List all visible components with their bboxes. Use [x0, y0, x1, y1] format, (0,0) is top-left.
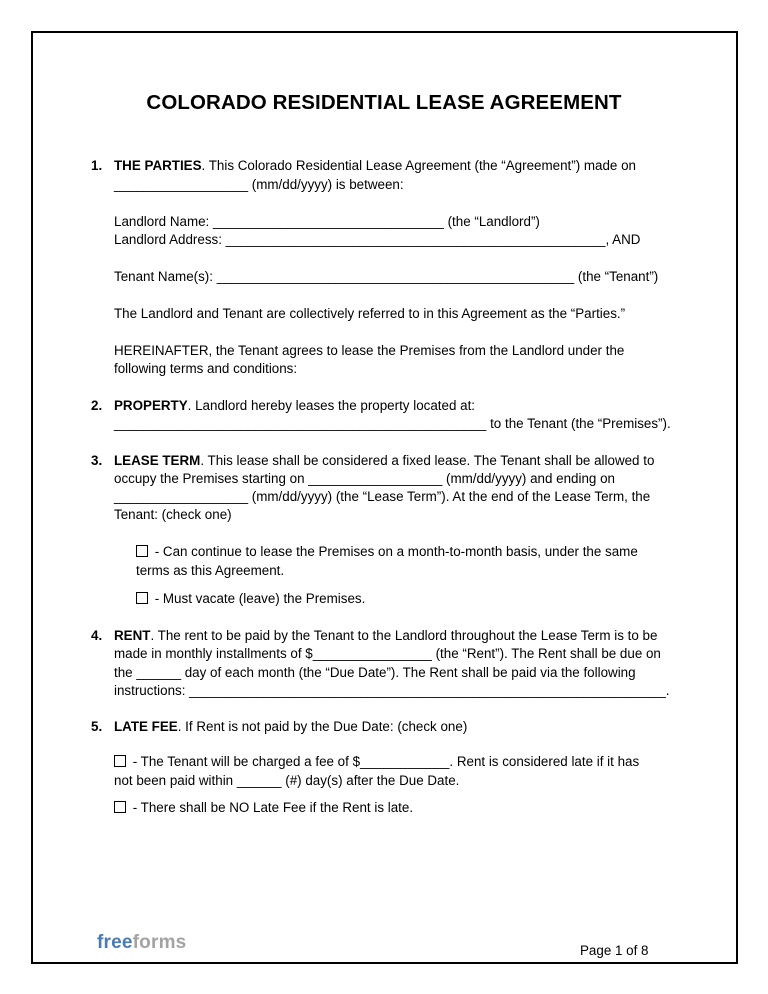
section-4-line-1 [114, 627, 657, 645]
logo-free-text: free [97, 932, 133, 953]
section-1-date-line[interactable]: __________________ (mm/dd/yyyy) is between: [114, 177, 404, 192]
option-month-to-month-text-2: terms as this Agreement. [136, 563, 285, 578]
checkbox-no-late-fee[interactable] [114, 801, 126, 813]
property-address-field[interactable]: __________________________________________________ to the Tenant (the “Premises”). [114, 416, 671, 431]
landlord-address-field[interactable]: Landlord Address: ___________________________________________________, AND [114, 232, 641, 247]
no-late-fee-text: - There shall be NO Late Fee if the Rent is late. [129, 800, 414, 815]
section-3-line-1 [114, 452, 654, 470]
section-3-text: . This lease shall be considered a fixed lease. The Tenant shall be allowed to [200, 453, 655, 468]
parties-collective-text: The Landlord and Tenant are collectively referred to in this Agreement as the “Parties.” [114, 306, 626, 321]
section-1-text: . This Colorado Residential Lease Agreement (the “Agreement”) made on [201, 158, 636, 173]
late-fee-option-charged [114, 753, 639, 771]
section-number-3: 3. [91, 453, 103, 468]
section-4-text: . The rent to be paid by the Tenant to the Landlord throughout the Lease Term is to be [150, 628, 658, 643]
section-2-heading: PROPERTY [114, 398, 188, 413]
option-vacate-text: - Must vacate (leave) the Premises. [151, 591, 366, 606]
section-number-4: 4. [91, 628, 103, 643]
section-4-heading: RENT [114, 628, 151, 643]
lease-start-date-field[interactable]: occupy the Premises starting on __________________ (mm/dd/yyyy) and ending on [114, 471, 615, 486]
document-title: COLORADO RESIDENTIAL LEASE AGREEMENT [146, 91, 622, 114]
rent-amount-field[interactable]: made in monthly installments of $________________ (the “Rent”). The Rent shall be due on [114, 646, 661, 661]
lease-option-vacate [136, 590, 365, 608]
rent-due-day-field[interactable]: the ______ day of each month (the “Due Date”). The Rent shall be paid via the following [114, 665, 636, 680]
late-fee-option-none [114, 799, 413, 817]
section-2-text: . Landlord hereby leases the property located at: [187, 398, 476, 413]
page-number: Page 1 of 8 [580, 943, 649, 958]
checkbox-late-fee-charged[interactable] [114, 755, 126, 767]
hereinafter-line-1: HEREINAFTER, the Tenant agrees to lease the Premises from the Landlord under the [114, 343, 625, 358]
section-number-1: 1. [91, 158, 103, 173]
section-3-check-one: Tenant: (check one) [114, 507, 232, 522]
section-1-line-1 [114, 157, 636, 175]
section-2-line-1 [114, 397, 475, 415]
landlord-name-field[interactable]: Landlord Name: _______________________________ (the “Landlord”) [114, 214, 540, 229]
late-fee-charged-text: - The Tenant will be charged a fee of $____________. Rent is considered late if it has [129, 754, 640, 769]
freeforms-logo [97, 932, 186, 954]
late-fee-days-field[interactable]: not been paid within ______ (#) day(s) after the Due Date. [114, 773, 460, 788]
logo-forms-text: forms [132, 932, 187, 953]
section-3-heading: LEASE TERM [114, 453, 201, 468]
lease-option-month-to-month [136, 543, 638, 561]
section-number-2: 2. [91, 398, 103, 413]
section-5-line-1 [114, 718, 467, 736]
section-number-5: 5. [91, 719, 103, 734]
rent-instructions-field[interactable]: instructions: ________________________________________________________________. [114, 683, 670, 698]
lease-end-date-field[interactable]: __________________ (mm/dd/yyyy) (the “Lease Term”). At the end of the Lease Term, the [114, 489, 651, 504]
checkbox-vacate[interactable] [136, 592, 148, 604]
section-5-heading: LATE FEE [114, 719, 178, 734]
section-1-heading: THE PARTIES [114, 158, 202, 173]
checkbox-month-to-month[interactable] [136, 545, 148, 557]
tenant-names-field[interactable]: Tenant Name(s): ________________________________________________ (the “Tenant”) [114, 269, 659, 284]
option-month-to-month-text: - Can continue to lease the Premises on a month-to-month basis, under the same [151, 544, 638, 559]
section-5-text: . If Rent is not paid by the Due Date: (check one) [177, 719, 468, 734]
hereinafter-line-2: following terms and conditions: [114, 361, 298, 376]
